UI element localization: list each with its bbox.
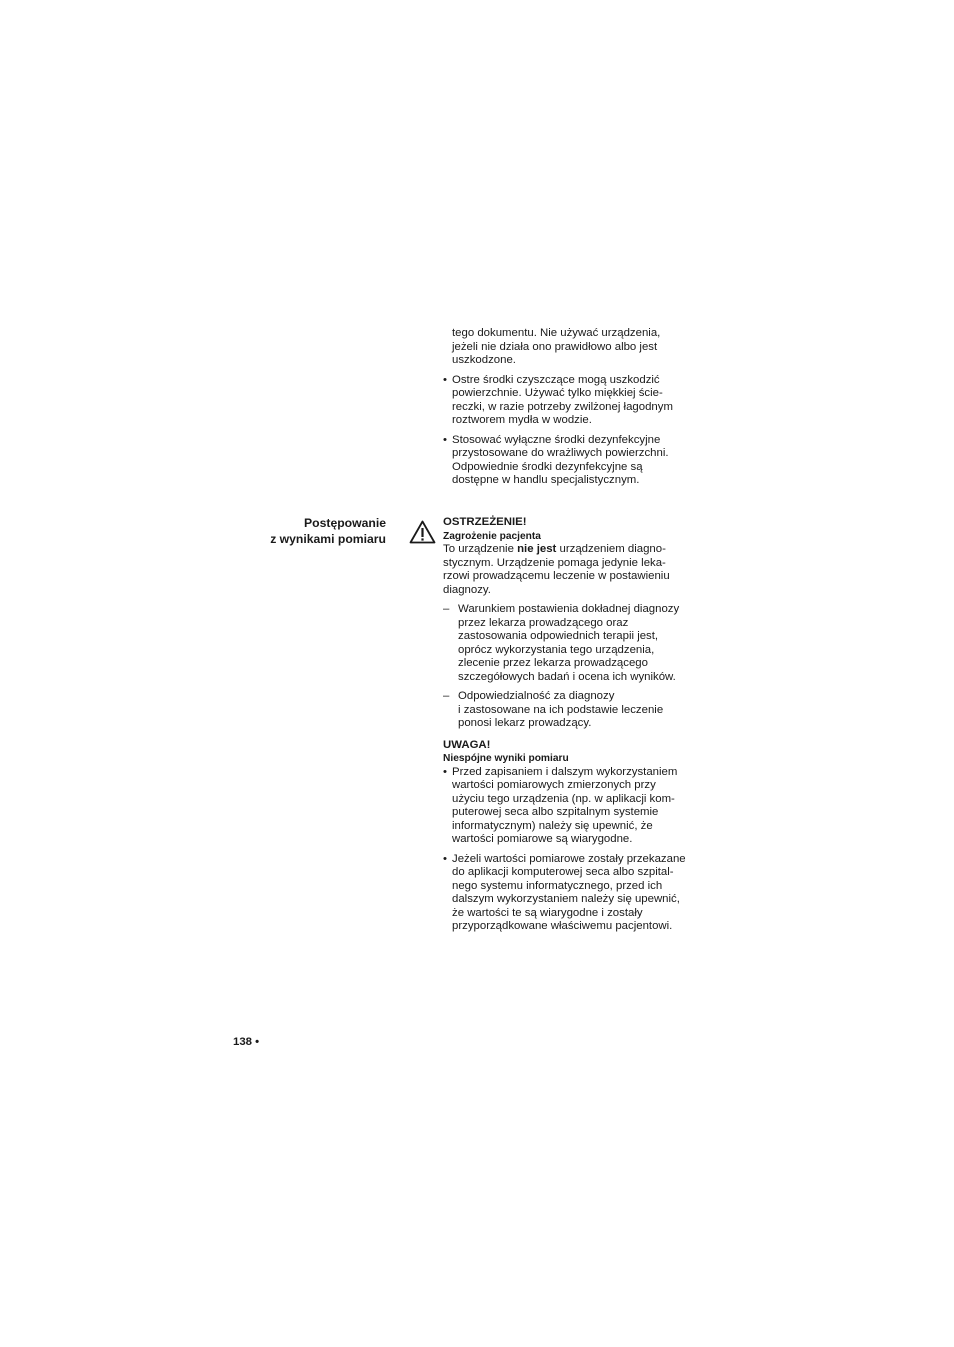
continuation-paragraph: tego dokumentu. Nie używać urządzenia, jeżeli nie działa ono prawidłowo albo jest uszkodzone. xyxy=(452,327,661,366)
top-text-block xyxy=(443,327,705,488)
list-item: – Odpowiedzialność za diagnozy i zastosowane na ich podstawie leczenie ponosi lekarz prowadzący. xyxy=(443,690,664,729)
caution-title: UWAGA! xyxy=(443,738,491,751)
list-item: • Przed zapisaniem i dalszym wykorzystaniem wartości pomiarowych zmierzonych przy użyciu tego urządzenia (np. w aplikacji kom- puterowej seca albo szpitalnym systemie informatycznym) należy się upewnić, że wartości pomiarowe są wiarygodne. xyxy=(443,765,678,845)
list-item: • Jeżeli wartości pomiarowe zostały przekazane do aplikacji komputerowej seca albo szpital- nego systemu informatycznego, przed ich dalszym wykorzystaniem należy się upewnić, że wartości te są wiarygodne i zostały przyporządkowane właściwemu pacjentowi. xyxy=(443,852,686,932)
caution-subtitle: Niespójne wyniki pomiaru xyxy=(443,753,569,764)
bullet-icon: • xyxy=(443,852,447,865)
list-item: – Warunkiem postawienia dokładnej diagnozy przez lekarza prowadzącego oraz zastosowania odpowiednich terapii jest, oprócz wykorzystania tego urządzenia, zlecenie przez lekarza prowadzącego szczegółowych badań i ocena ich wyników. xyxy=(443,603,680,683)
dash-icon: – xyxy=(443,690,450,702)
bullet-icon: • xyxy=(443,433,447,446)
section-title: Postępowanie z wynikami pomiaru xyxy=(270,516,386,546)
warning-triangle-icon xyxy=(409,520,436,544)
warning-block xyxy=(443,516,705,934)
warning-intro: To urządzenie nie jest urządzeniem diagno- stycznym. Urządzenie pomaga jedynie leka- rzowi prowadzącemu leczenie w postawieniu diagnozy. xyxy=(443,543,670,596)
warning-subtitle: Zagrożenie pacjenta xyxy=(443,530,541,542)
warning-title: OSTRZEŻENIE! xyxy=(443,516,527,528)
bullet-icon: • xyxy=(443,373,447,386)
list-item: • Ostre środki czyszczące mogą uszkodzić powierzchnie. Używać tylko miękkiej ście- reczki, w razie potrzeby zwilżonej łagodnym roztworem mydła w wodzie. xyxy=(443,373,673,426)
page-number: 138 • xyxy=(233,1036,260,1048)
dash-icon: – xyxy=(443,603,450,615)
list-item: • Stosować wyłączne środki dezynfekcyjne przystosowane do wrażliwych powierzchni. Odpowiednie środki dezynfekcyjne są dostępne w handlu specjalistycznym. xyxy=(443,433,669,486)
bullet-icon: • xyxy=(443,765,447,778)
